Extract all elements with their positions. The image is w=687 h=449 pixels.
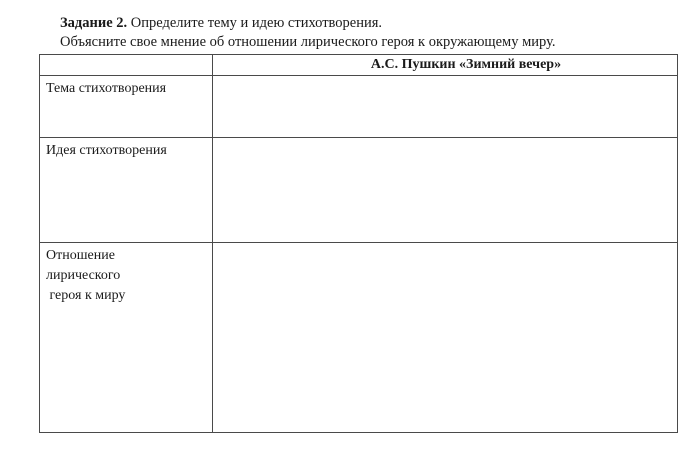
answer-cell-theme[interactable] <box>213 76 678 138</box>
answer-cell-attitude[interactable] <box>213 243 678 433</box>
label-attitude-line-3: героя к миру <box>46 288 126 303</box>
label-cell-theme <box>40 76 213 138</box>
header-poem-title: А.С. Пушкин «Зимний вечер» <box>213 55 678 76</box>
task-instruction-1: Определите тему и идею стихотворения. <box>127 15 383 31</box>
task-instruction-2: Объясните свое мнение об отношении лирического героя к окружающему миру. <box>60 34 556 50</box>
label-cell-attitude <box>40 243 213 433</box>
label-idea: Идея стихотворения <box>46 143 167 158</box>
worksheet-table <box>39 54 678 433</box>
table-row-attitude <box>40 243 678 433</box>
label-cell-idea <box>40 138 213 243</box>
label-theme: Тема стихотворения <box>46 81 167 96</box>
task-text <box>60 14 556 52</box>
answer-cell-idea[interactable] <box>213 138 678 243</box>
table-header-row <box>40 55 678 76</box>
label-attitude-line-2: лирического <box>46 268 121 283</box>
table-row-theme <box>40 76 678 138</box>
label-attitude-line-1: Отношение <box>46 248 115 263</box>
header-empty-cell <box>40 55 213 76</box>
table-row-idea <box>40 138 678 243</box>
task-number: Задание 2. <box>60 15 128 31</box>
